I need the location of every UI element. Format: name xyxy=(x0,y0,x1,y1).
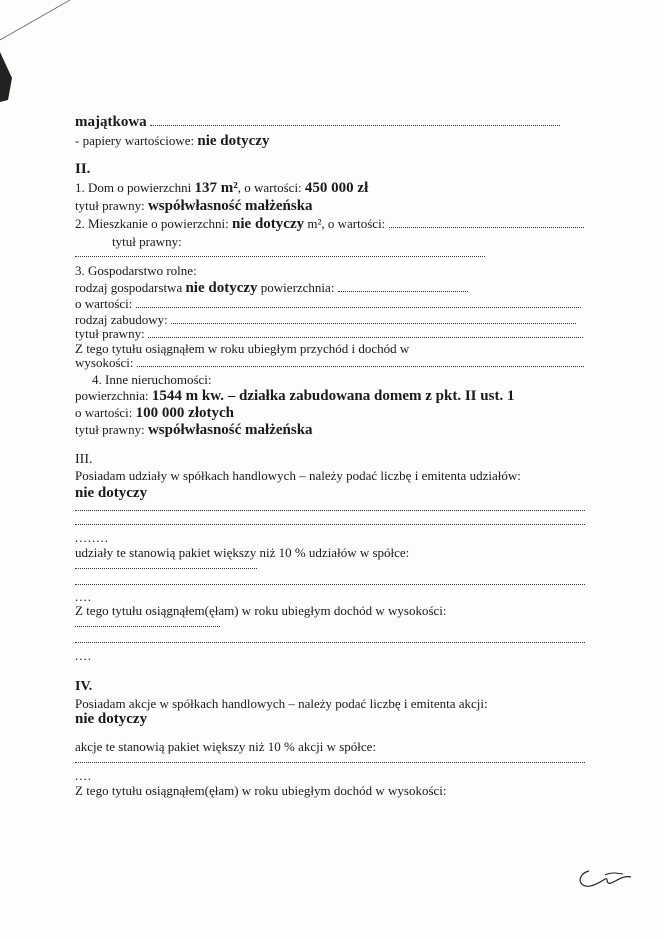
dotted-fill xyxy=(389,217,584,228)
house-title-label: tytuł prawny: xyxy=(75,198,145,213)
shares-value: nie dotyczy xyxy=(75,485,148,501)
other-property-area-line xyxy=(75,388,514,404)
farm-type-value: nie dotyczy xyxy=(185,280,258,296)
other-property-value: 100 000 złotych xyxy=(135,405,234,421)
dotted-line xyxy=(75,624,220,627)
dot-fragment: .... xyxy=(75,768,92,783)
farm-type-line xyxy=(75,280,468,296)
farm-title-line xyxy=(75,326,583,342)
dotted-fill xyxy=(148,327,583,338)
dotted-fill xyxy=(338,281,468,292)
farm-heading: 3. Gospodarstwo rolne: xyxy=(75,263,197,278)
section-iii-title: III. xyxy=(75,452,93,467)
majatkowa-heading: majątkowa xyxy=(75,114,147,130)
shares-pack-line: udziały te stanowią pakiet większy niż 10 % udziałów w spółce: xyxy=(75,545,410,560)
dotted-line xyxy=(75,760,585,763)
house-label: 1. Dom o powierzchni xyxy=(75,180,192,195)
other-property-title-value: współwłasność małżeńska xyxy=(147,422,313,438)
house-title-line xyxy=(75,198,313,214)
farm-value-line xyxy=(75,296,581,312)
dotted-line xyxy=(75,508,585,511)
house-area: 137 m² xyxy=(194,180,238,196)
shares-income-line: Z tego tytułu osiągnąłem(ęłam) w roku ubiegłym dochód w wysokości: xyxy=(75,603,447,618)
dot-fragment: .... xyxy=(75,589,92,604)
dotted-line xyxy=(75,582,585,585)
dot-fragment: ........ xyxy=(75,530,109,545)
apartment-title-label: tytuł prawny: xyxy=(112,234,182,249)
other-property-value-line xyxy=(75,405,234,421)
dotted-fill xyxy=(136,297,581,308)
dotted-line xyxy=(75,254,485,257)
apartment-value-label: m², o wartości: xyxy=(307,216,386,231)
other-property-title-label: tytuł prawny: xyxy=(75,422,145,437)
securities-value: nie dotyczy xyxy=(197,133,270,149)
apartment-label: 2. Mieszkanie o powierzchni: xyxy=(75,216,229,231)
securities-label: - papiery wartościowe: xyxy=(75,133,195,148)
apartment-line xyxy=(75,216,584,232)
dotted-line xyxy=(75,566,257,569)
section-iv-title: IV. xyxy=(75,679,93,694)
house-value-label: , o wartości: xyxy=(237,180,302,195)
dotted-line xyxy=(75,640,585,643)
dotted-fill xyxy=(171,313,576,324)
farm-value-label: o wartości: xyxy=(75,296,133,311)
dotted-fill xyxy=(150,115,560,126)
other-property-title-line xyxy=(75,422,313,438)
apartment-value: nie dotyczy xyxy=(232,216,305,232)
farm-type-label: rodzaj gospodarstwa xyxy=(75,280,183,295)
section-header-line xyxy=(75,114,560,130)
handwritten-initials xyxy=(575,865,635,895)
house-title-value: współwłasność małżeńska xyxy=(147,198,313,214)
house-line xyxy=(75,180,368,196)
stocks-line: Posiadam akcje w spółkach handlowych – należy podać liczbę i emitenta akcji: xyxy=(75,696,488,711)
shares-line: Posiadam udziały w spółkach handlowych – należy podać liczbę i emitenta udziałów: xyxy=(75,468,521,483)
stocks-value: nie dotyczy xyxy=(75,711,148,727)
other-property-heading: 4. Inne nieruchomości: xyxy=(92,372,212,387)
dotted-fill xyxy=(137,356,584,367)
farm-income-line: Z tego tytułu osiągnąłem w roku ubiegłym przychód i dochód w xyxy=(75,341,410,356)
apartment-title-line xyxy=(112,234,182,250)
other-property-value-label: o wartości: xyxy=(75,405,133,420)
stocks-income-line: Z tego tytułu osiągnąłem(ęłam) w roku ubiegłym dochód w wysokości: xyxy=(75,783,447,798)
other-property-area-label: powierzchnia: xyxy=(75,388,149,403)
farm-income-amount-label: wysokości: xyxy=(75,355,134,370)
securities-line xyxy=(75,133,269,149)
farm-buildings-label: rodzaj zabudowy: xyxy=(75,312,168,327)
other-property-area-value: 1544 m kw. – działka zabudowana domem z pkt. II ust. 1 xyxy=(151,388,515,404)
farm-title-label: tytuł prawny: xyxy=(75,326,145,341)
dotted-line xyxy=(75,522,585,525)
farm-income-amount-line xyxy=(75,355,584,371)
dot-fragment: .... xyxy=(75,648,92,663)
section-ii-title: II. xyxy=(75,161,91,177)
stocks-pack-line: akcje te stanowią pakiet większy niż 10 % akcji w spółce: xyxy=(75,739,377,754)
house-value: 450 000 zł xyxy=(304,180,369,196)
farm-area-label: powierzchnia: xyxy=(260,280,335,295)
